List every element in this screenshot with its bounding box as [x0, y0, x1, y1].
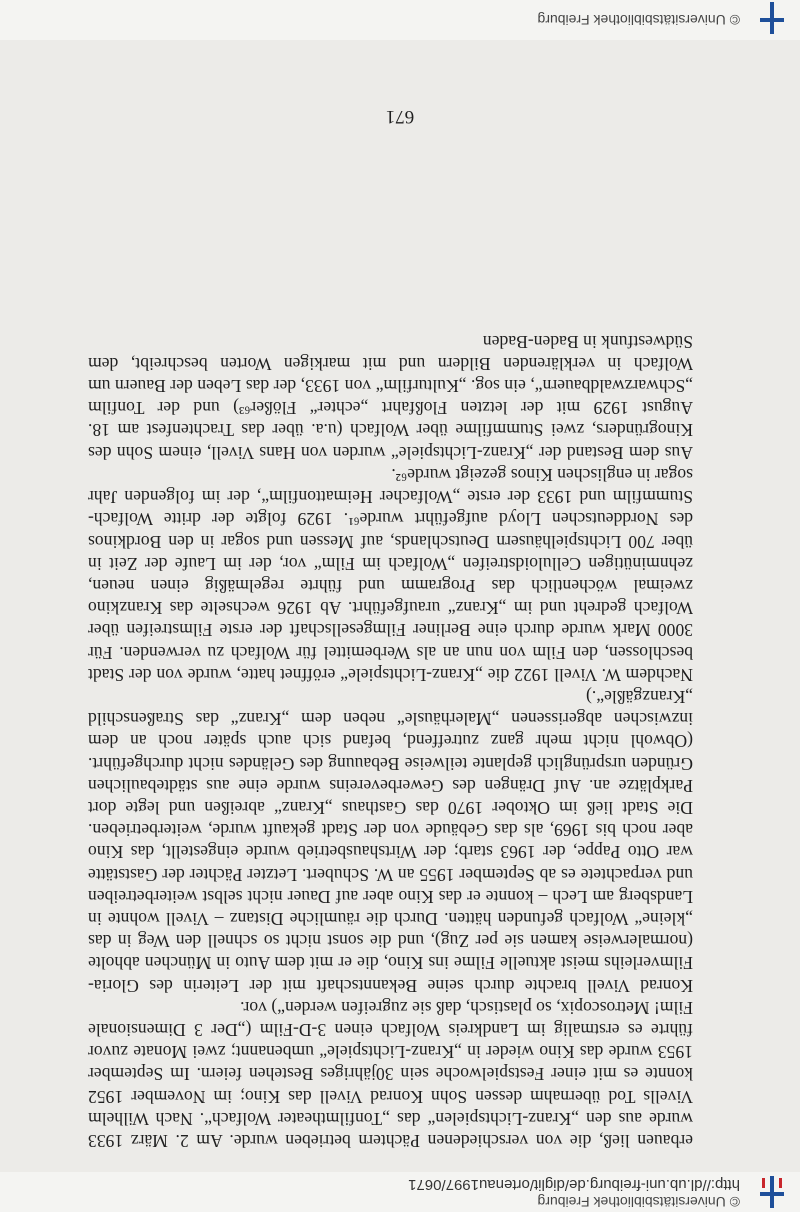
copyright-line: © Universitätsbibliothek Freiburg: [537, 1194, 740, 1210]
copyright-line: © Universitätsbibliothek Freiburg: [537, 12, 740, 28]
university-logo-icon: [756, 1176, 788, 1208]
library-footer: [0, 0, 800, 40]
source-url: http://dl.ub.uni-freiburg.de/diglit/ortenau1997/0671: [408, 1176, 740, 1193]
article-body: [88, 330, 693, 1152]
library-header: [0, 1172, 800, 1212]
university-logo-icon: [756, 2, 788, 34]
paragraph-3: Nachdem W. Vivell 1922 die „Kranz-Lichtspiele“ eröffnet hatte, wurde von der Stadt beschlossen, den Film von nun an als Werbemittel für Wolfach zu verwenden. Für 3000 Mark wurde durch eine Berliner Filmgesellschaft der erste Filmstreifen über Wolfach gedreht und im „Kranz“ uraufgeführt. Ab 1926 wechselte das Kranzkino zweimal wöchentlich das Programm und führte regelmäßig einen neuen, zehnminütigen Celluloidstreifen „Wolfach im Film“ vor, der im Laufe der Zeit in über 700 Lichtspielhäusern Deutschlands, auf Messen und sogar in den Bordkinos des Norddeutschen Lloyd aufgeführt wurde⁶¹. 1929 folgte der dritte Wolfach-Stummfilm und 1933 der erste „Wolfacher Heimattonfilm“, der im folgenden Jahr sogar in englischen Kinos gezeigt wurde⁶².: [88, 464, 693, 685]
paragraph-1: erbauen ließ, die von verschiedenen Pächtern betrieben wurde. Am 2. März 1933 wurde aus den „Kranz-Lichtspielen“ das „Tonfilmtheater Wolfach“. Nach Wilhelm Vivells Tod übernahm dessen Sohn Konrad Vivell das Kino; im November 1952 konnte es mit einer Festspielwoche sein 30jähriges Bestehen feiern. Im September 1953 wurde das Kino wieder in „Kranz-Lichtspiele“ umbenannt; zwei Monate zuvor führte es erstmalig im Landkreis Wolfach einen 3-D-Film („Der 3 Dimensionale Film! Metroscopix, so plastisch, daß sie zugreifen werden“) vor.: [88, 997, 693, 1151]
paragraph-4: Aus dem Bestand der „Kranz-Lichtspiele“ wurden von Hans Vivell, einem Sohn des Kinogründers, zwei Stummfilme über Wolfach (u.a. über das Trachtenfest am 18. August 1929 mit der letzten Floßfahrt „echter“ Flößer⁶³) und der Tonfilm „Schwarzwaldbauern“, ein sog. „Kulturfilm“ von 1933, der das Leben der Bauern um Wolfach in verklärenden Bildern und mit markigen Worten beschreibt, dem Südwestfunk in Baden-Baden: [88, 331, 693, 463]
page-number: 671: [385, 106, 415, 127]
paragraph-2: Konrad Vivell brachte durch seine Bekanntschaft mit der Leiterin des Gloria-Filmverleihs meist aktuelle Filme ins Kino, die er mit dem Auto in München abholte (normalerweise kamen sie per Zug), und die sonst nicht so schnell den Weg in das „kleine“ Wolfach gefunden hätten. Durch die räumliche Distanz – Vivell wohnte in Landsberg am Lech – konnte er das Kino aber auf Dauer nicht selbst weiterbetreiben und verpachtete es ab September 1955 an W. Schubert. Letzter Pächter der Gaststätte war Otto Pappe, der 1963 starb; der Wirtshausbetrieb wurde eingestellt, das Kino aber noch bis 1969, als das Gebäude von der Stadt gekauft wurde, weiterbetrieben. Die Stadt ließ im Oktober 1970 das Gasthaus „Kranz“ abreißen und legte dort Parkplätze an. Auf Drängen des Gewerbevereins wurde eine aus städtebaulichen Gründen ursprünglich geplante teilweise Bebauung des Geländes nicht durchgeführt. (Obwohl nicht mehr ganz zutreffend, befand sich auch später noch an dem inzwischen abgerissenen „Malerhäusle“ neben dem „Kranz“ das Straßenschild „Kranzgäßle“.): [88, 686, 693, 996]
